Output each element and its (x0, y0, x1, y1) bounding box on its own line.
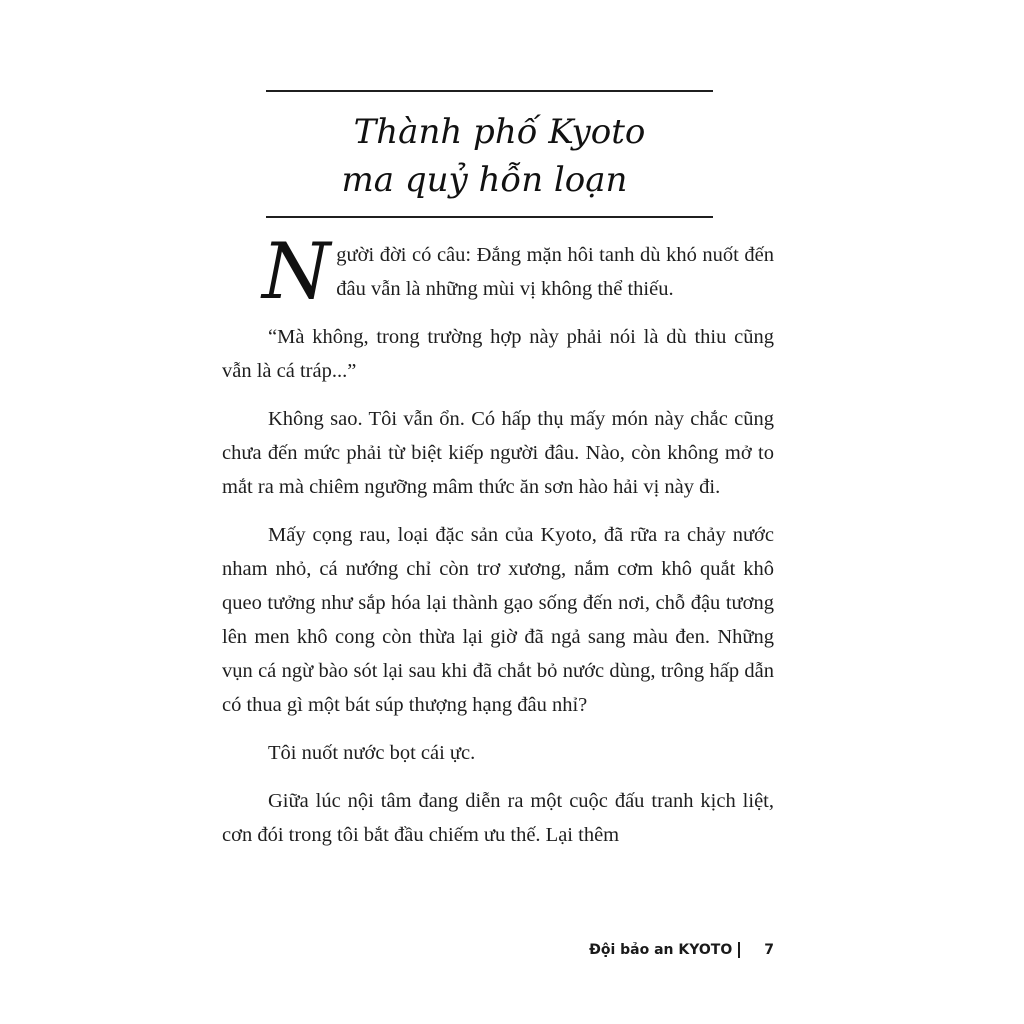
paragraph-1-text: gười đời có câu: Đắng mặn hôi tanh dù khó nuốt đến đâu vẫn là những mùi vị không thể thiếu. (336, 244, 774, 300)
chapter-title (266, 100, 713, 210)
paragraph-4: Mấy cọng rau, loại đặc sản của Kyoto, đã rữa ra chảy nước nham nhỏ, cá nướng chỉ còn trơ xương, nắm cơm khô quắt khô queo tưởng như sắp hóa lại thành gạo sống đến nơi, chỗ đậu tương lên men khô cong còn thừa lại giờ đã ngả sang màu đen. Những vụn cá ngừ bào sót lại sau khi đã chắt bỏ nước dùng, trông hấp dẫn có thua gì một bát súp thượng hạng đâu nhỉ? (222, 524, 774, 716)
title-rule-top (266, 90, 713, 92)
running-book-title: Đội bảo an KYOTO (589, 942, 733, 958)
chapter-title-line-2: ma quỷ hỗn loạn (341, 160, 628, 200)
title-rule-bottom (266, 216, 713, 218)
drop-cap: N (262, 227, 331, 317)
body-text (222, 227, 774, 866)
paragraph-6: Giữa lúc nội tâm đang diễn ra một cuộc đấu tranh kịch liệt, cơn đói trong tôi bắt đầu chiếm ưu thế. Lại thêm (222, 790, 774, 846)
paragraph-2: “Mà không, trong trường hợp này phải nói là dù thiu cũng vẫn là cá tráp...” (222, 326, 774, 382)
paragraph-1 (222, 227, 774, 317)
paragraph-3: Không sao. Tôi vẫn ổn. Có hấp thụ mấy món này chắc cũng chưa đến mức phải từ biệt kiếp người đâu. Nào, còn không mở to mắt ra mà chiêm ngưỡng mâm thức ăn sơn hào hải vị này đi. (222, 408, 774, 498)
footer-separator (738, 942, 740, 958)
page-footer (560, 942, 774, 958)
chapter-title-line-1: Thành phố Kyoto (353, 112, 646, 152)
page-number: 7 (764, 942, 774, 958)
paragraph-5: Tôi nuốt nước bọt cái ực. (268, 742, 476, 764)
